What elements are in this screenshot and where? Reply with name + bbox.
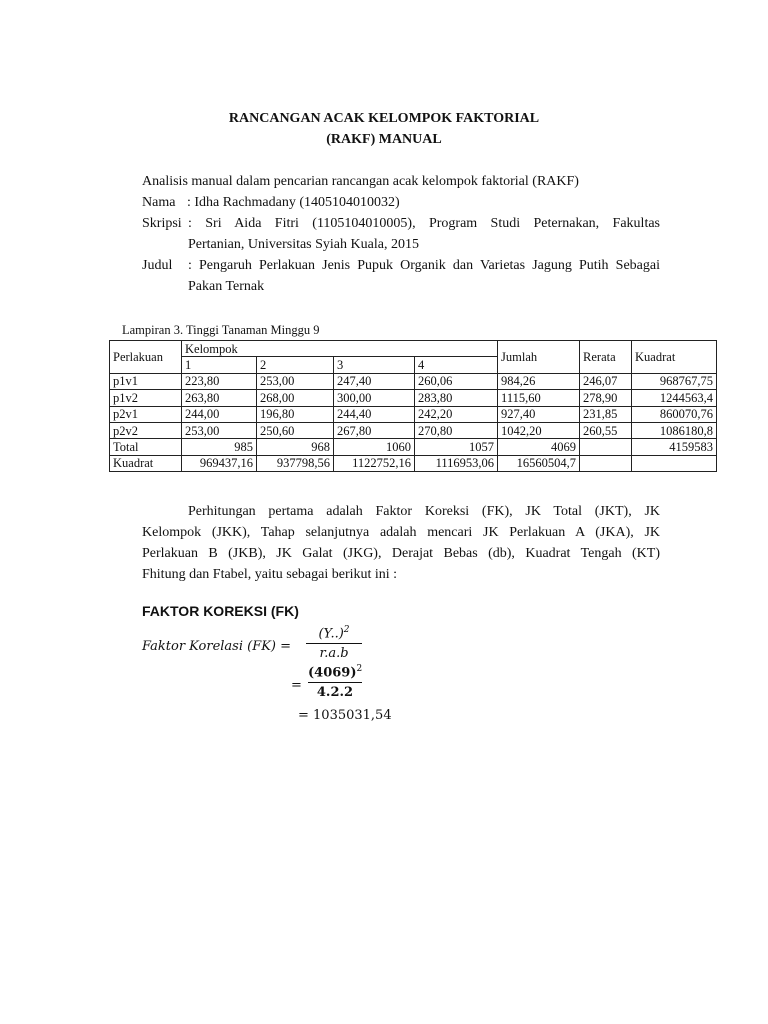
paragraph-line1: Perhitungan pertama adalah Faktor Koreksi (FK), JK Total (JKT), JK — [188, 504, 660, 519]
cell-total-jumlah: 4069 — [498, 439, 580, 455]
cell-k1: 253,00 — [182, 422, 257, 438]
fk-fraction-2 — [308, 664, 362, 700]
header-jumlah: Jumlah — [498, 341, 580, 374]
header-k4: 4 — [415, 357, 498, 373]
header-k2: 2 — [257, 357, 334, 373]
table-total-row — [110, 439, 717, 455]
header-k1: 1 — [182, 357, 257, 373]
fk-heading: FAKTOR KOREKSI (FK) — [142, 603, 299, 619]
fk-denominator-1: r.a.b — [319, 646, 349, 662]
cell-k2: 253,00 — [257, 373, 334, 389]
nama-value: : Idha Rachmadany (1405104010032) — [187, 195, 400, 210]
fk-eq2: = — [291, 678, 302, 693]
cell-kuadrat-k3: 1122752,16 — [334, 455, 415, 471]
cell-kuadrat-label: Kuadrat — [110, 455, 182, 471]
cell-kuadrat: 860070,76 — [632, 406, 717, 422]
cell-kuadrat-kuadrat — [632, 455, 717, 471]
cell-total-k3: 1060 — [334, 439, 415, 455]
cell-perlakuan: p1v1 — [110, 373, 182, 389]
judul-value-line1: : Pengaruh Perlakuan Jenis Pupuk Organik dan Varietas Jagung Putih Sebagai — [188, 258, 660, 273]
fk-exp1: 2 — [343, 625, 350, 635]
paragraph-line2: Kelompok (JKK), Tahap selanjutnya adalah mencari JK Perlakuan A (JKA), JK — [142, 525, 660, 540]
header-kuadrat: Kuadrat — [632, 341, 717, 374]
cell-jumlah: 927,40 — [498, 406, 580, 422]
document-title-line1: RANCANGAN ACAK KELOMPOK FAKTORIAL — [228, 111, 540, 126]
cell-k4: 242,20 — [415, 406, 498, 422]
table-row — [110, 406, 717, 422]
nama-label: Nama — [142, 195, 176, 210]
fk-num1-text: (Y..) — [318, 626, 344, 642]
cell-total-rerata — [580, 439, 632, 455]
cell-k4: 270,80 — [415, 422, 498, 438]
fk-lhs: Faktor Korelasi (FK) = — [142, 639, 292, 654]
fk-num2-text: (4069) — [308, 665, 357, 681]
cell-jumlah: 1042,20 — [498, 422, 580, 438]
cell-kuadrat-k1: 969437,16 — [182, 455, 257, 471]
cell-kuadrat: 968767,75 — [632, 373, 717, 389]
cell-k3: 247,40 — [334, 373, 415, 389]
cell-kuadrat-jumlah: 16560504,7 — [498, 455, 580, 471]
fk-exp2: 2 — [356, 664, 363, 674]
cell-k2: 196,80 — [257, 406, 334, 422]
cell-rerata: 260,55 — [580, 422, 632, 438]
cell-perlakuan: p2v2 — [110, 422, 182, 438]
fk-numerator-2 — [308, 664, 362, 683]
cell-rerata: 246,07 — [580, 373, 632, 389]
skripsi-value-line2: Pertanian, Universitas Syiah Kuala, 2015 — [188, 237, 419, 252]
cell-kuadrat-k4: 1116953,06 — [415, 455, 498, 471]
header-k3: 3 — [334, 357, 415, 373]
fk-result: = 1035031,54 — [298, 708, 392, 723]
header-kelompok: Kelompok — [182, 341, 498, 357]
cell-k4: 283,80 — [415, 390, 498, 406]
cell-total-label: Total — [110, 439, 182, 455]
cell-perlakuan: p1v2 — [110, 390, 182, 406]
table-header-row — [110, 341, 717, 357]
cell-k3: 300,00 — [334, 390, 415, 406]
header-perlakuan: Perlakuan — [110, 341, 182, 374]
document-title-line2: (RAKF) MANUAL — [326, 132, 442, 147]
cell-k4: 260,06 — [415, 373, 498, 389]
cell-k1: 223,80 — [182, 373, 257, 389]
table-row — [110, 422, 717, 438]
table-caption: Lampiran 3. Tinggi Tanaman Minggu 9 — [122, 323, 320, 337]
cell-kuadrat-k2: 937798,56 — [257, 455, 334, 471]
cell-total-k4: 1057 — [415, 439, 498, 455]
table-row — [110, 390, 717, 406]
cell-kuadrat-rerata — [580, 455, 632, 471]
fk-numerator-1 — [306, 625, 362, 644]
cell-total-kuadrat: 4159583 — [632, 439, 717, 455]
data-table — [109, 340, 717, 472]
table-row — [110, 373, 717, 389]
fk-denominator-2: 4.2.2 — [316, 685, 354, 701]
cell-kuadrat: 1086180,8 — [632, 422, 717, 438]
judul-value-line2: Pakan Ternak — [188, 279, 265, 294]
cell-rerata: 231,85 — [580, 406, 632, 422]
cell-rerata: 278,90 — [580, 390, 632, 406]
cell-total-k2: 968 — [257, 439, 334, 455]
cell-total-k1: 985 — [182, 439, 257, 455]
paragraph-line3: Perlakuan B (JKB), JK Galat (JKG), Derajat Bebas (db), Kuadrat Tengah (KT) — [142, 546, 660, 561]
cell-perlakuan: p2v1 — [110, 406, 182, 422]
fk-fraction-1 — [306, 625, 362, 661]
table-kuadrat-row — [110, 455, 717, 471]
skripsi-value-line1: : Sri Aida Fitri (1105104010005), Program Studi Peternakan, Fakultas — [188, 216, 660, 231]
judul-label: Judul — [142, 258, 173, 273]
cell-jumlah: 1115,60 — [498, 390, 580, 406]
paragraph-line4: Fhitung dan Ftabel, yaitu sebagai berikut ini : — [142, 567, 398, 582]
cell-k3: 267,80 — [334, 422, 415, 438]
cell-k1: 244,00 — [182, 406, 257, 422]
header-rerata: Rerata — [580, 341, 632, 374]
cell-jumlah: 984,26 — [498, 373, 580, 389]
intro-line: Analisis manual dalam pencarian rancangan acak kelompok faktorial (RAKF) — [142, 174, 579, 189]
cell-k2: 250,60 — [257, 422, 334, 438]
cell-k1: 263,80 — [182, 390, 257, 406]
cell-k2: 268,00 — [257, 390, 334, 406]
cell-kuadrat: 1244563,4 — [632, 390, 717, 406]
cell-k3: 244,40 — [334, 406, 415, 422]
skripsi-label: Skripsi — [142, 216, 182, 231]
